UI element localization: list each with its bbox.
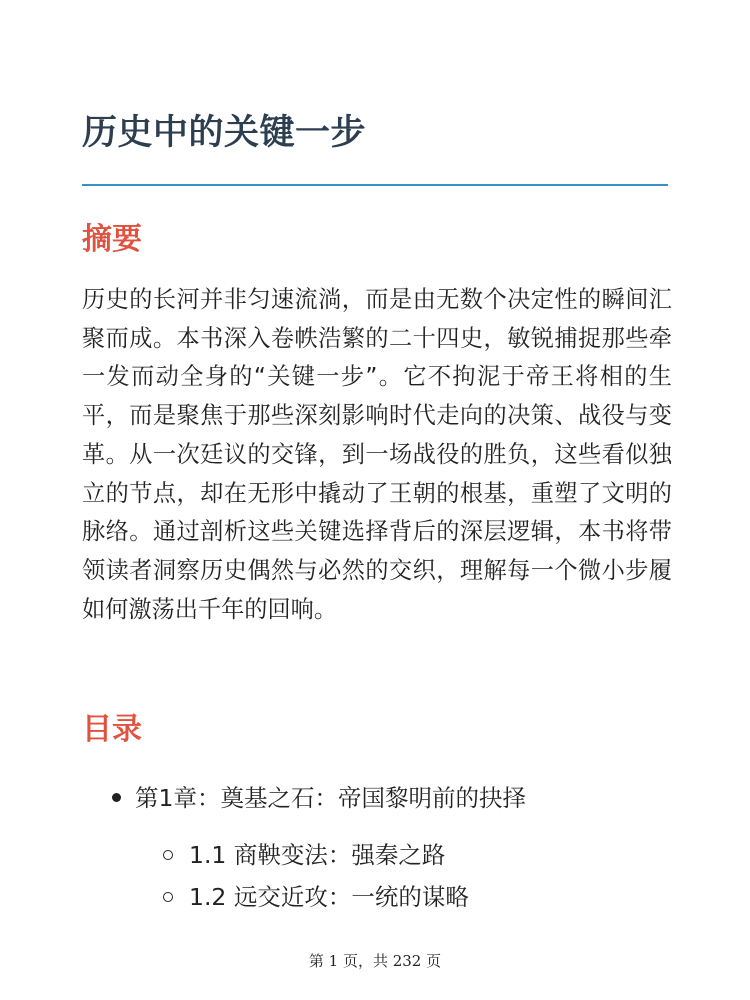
toc-section-label: 1.2 远交近攻：一统的谋略	[189, 883, 469, 911]
toc-section-item[interactable]	[163, 835, 445, 875]
toc-section-label: 1.1 商鞅变法：强秦之路	[189, 841, 446, 869]
document-title: 历史中的关键一步	[82, 113, 367, 153]
bullet-circle-icon	[163, 850, 173, 860]
abstract-paragraph: 历史的长河并非匀速流淌，而是由无数个决定性的瞬间汇聚而成。本书深入卷帙浩繁的二十四史，敏锐捕捉那些牵一发而动全身的“关键一步”。它不拘泥于帝王将相的生平，而是聚焦于那些深刻影响时代走向的决策、战役与变革。从一次廷议的交锋，到一场战役的胜负，这些看似独立的节点，却在无形中撬动了王朝的根基，重塑了文明的脉络。通过剖析这些关键选择背后的深层逻辑，本书将带领读者洞察历史偶然与必然的交织，理解每一个微小步履如何激荡出千年的回响。	[82, 286, 672, 623]
bullet-circle-icon	[163, 892, 173, 902]
toc-heading: 目录	[82, 712, 142, 747]
bullet-dot-icon	[112, 793, 121, 802]
title-divider	[82, 184, 668, 186]
abstract-heading: 摘要	[82, 222, 142, 257]
toc-chapter-item[interactable]	[112, 778, 526, 818]
toc-chapter-label: 第1章：奠基之石：帝国黎明前的抉择	[135, 784, 526, 812]
toc-section-item[interactable]	[163, 877, 469, 917]
page-footer: 第 1 页，共 232 页	[308, 952, 442, 970]
